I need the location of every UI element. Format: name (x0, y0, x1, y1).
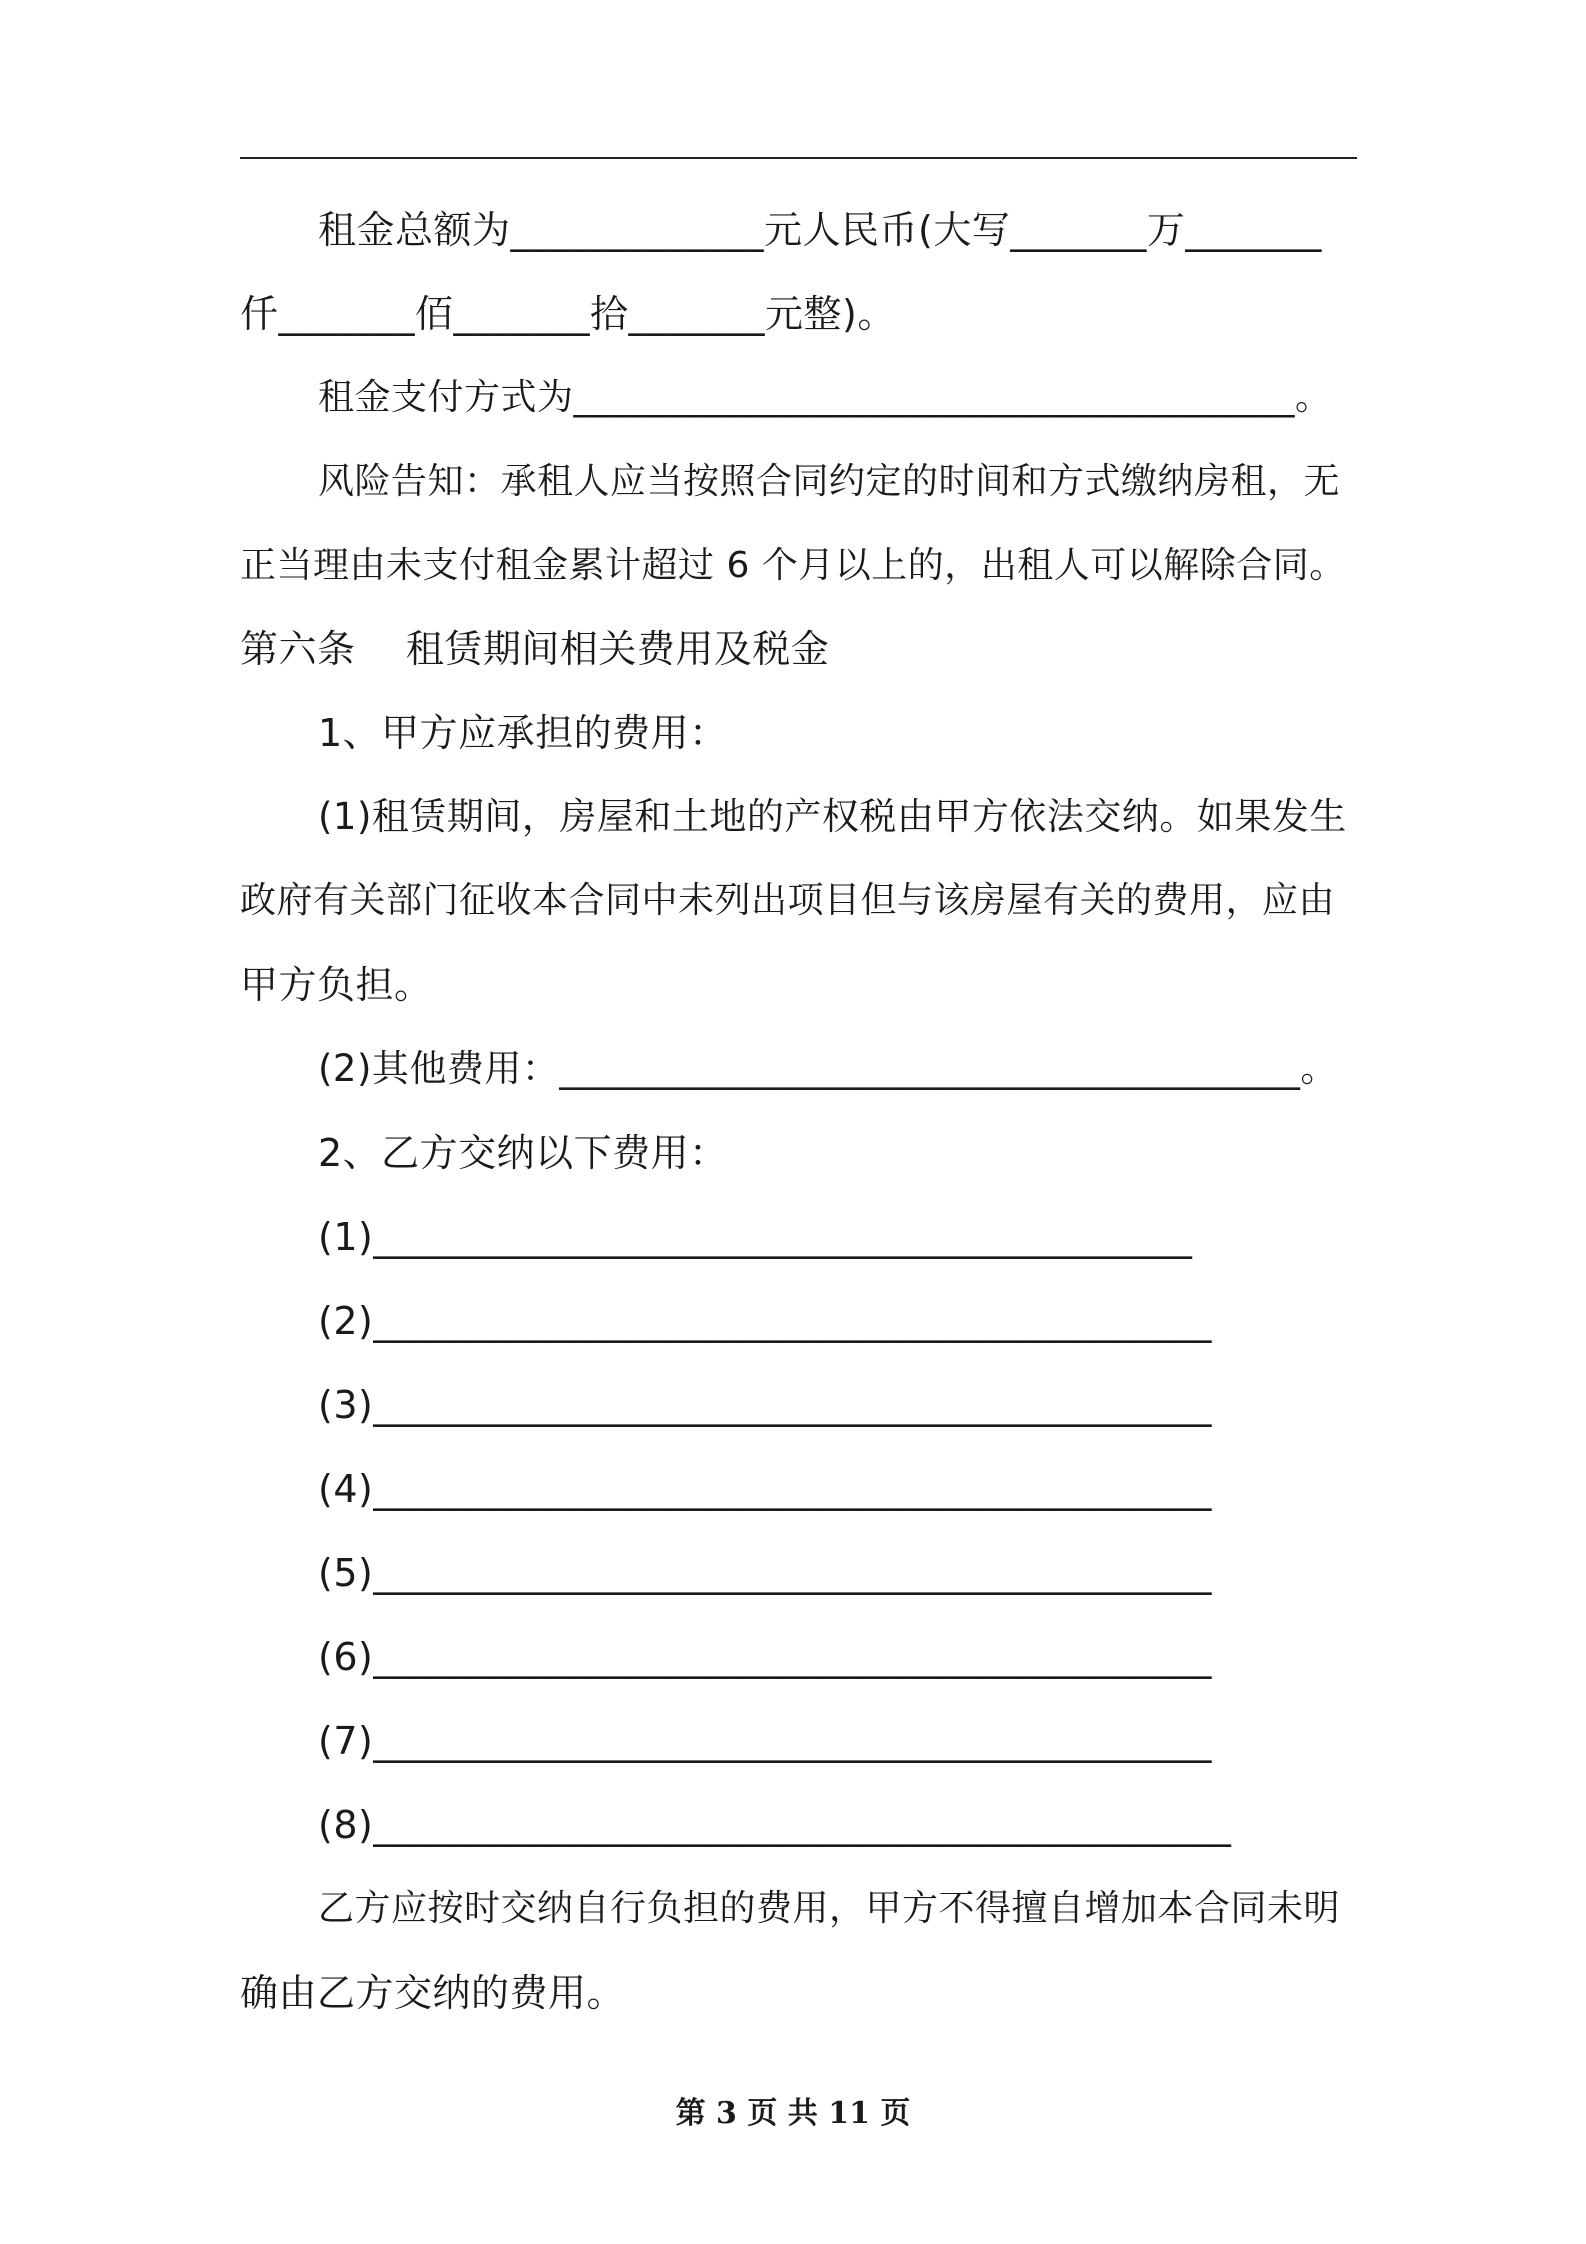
party-b-item: (6)___________________________________________ (318, 1635, 1212, 1679)
risk-notice-line-2: 正当理由未支付租金累计超过 6 个月以上的，出租人可以解除合同。 (240, 545, 1346, 586)
party-a-item-1-line-3: 甲方负担。 (240, 963, 433, 1007)
closing-line-1: 乙方应按时交纳自行负担的费用，甲方不得擅自增加本合同未明 (318, 1888, 1341, 1929)
party-b-item: (3)___________________________________________ (318, 1383, 1212, 1427)
party-b-costs-title: 2、乙方交纳以下费用： (318, 1131, 728, 1175)
article-six-heading: 第六条 租赁期间相关费用及税金 (240, 627, 830, 671)
rent-total-line-1: 租金总额为_____________元人民币(大写_______万_______ (318, 208, 1322, 252)
party-b-item: (7)___________________________________________ (318, 1719, 1212, 1763)
closing-line-2: 确由乙方交纳的费用。 (240, 1971, 626, 2015)
party-b-item: (5)___________________________________________ (318, 1551, 1212, 1595)
party-b-item: (1)__________________________________________ (318, 1215, 1193, 1259)
rent-total-line-2: 仟_______佰_______拾_______元整)。 (240, 292, 896, 336)
party-b-item: (2)___________________________________________ (318, 1299, 1212, 1343)
party-a-item-2: (2)其他费用：_______________________________________。 (318, 1047, 1338, 1090)
party-a-item-1-line-2: 政府有关部门征收本合同中未列出项目但与该房屋有关的费用，应由 (240, 880, 1336, 921)
header-rule (240, 157, 1357, 159)
payment-method-line: 租金支付方式为_______________________________________。 (318, 377, 1332, 418)
risk-notice-line-1: 风险告知：承租人应当按照合同约定的时间和方式缴纳房租，无 (318, 461, 1341, 502)
page-number: 第 3 页 共 11 页 (675, 2096, 911, 2131)
party-b-item: (8)____________________________________________ (318, 1803, 1232, 1847)
party-a-item-1-line-1: (1)租赁期间，房屋和土地的产权税由甲方依法交纳。如果发生 (318, 795, 1347, 838)
party-b-item: (4)___________________________________________ (318, 1467, 1212, 1511)
party-a-costs-title: 1、甲方应承担的费用： (318, 711, 728, 755)
